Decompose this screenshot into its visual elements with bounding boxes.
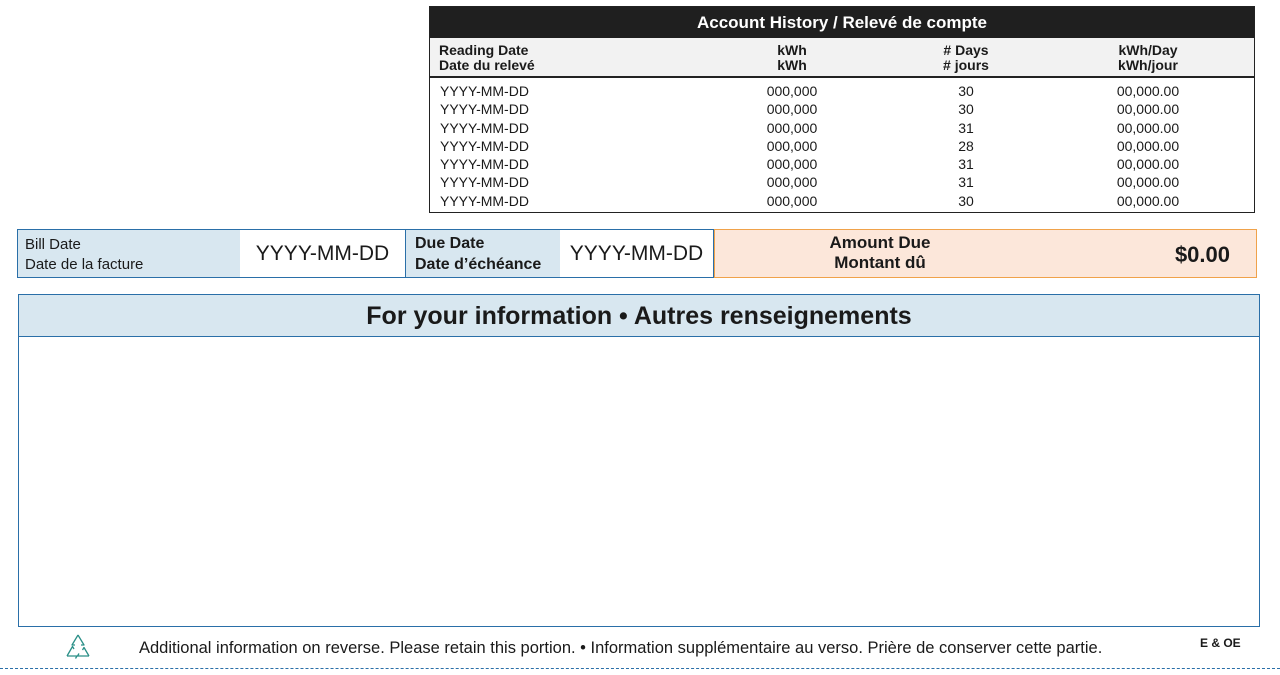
- bill-dates-bar: [17, 229, 714, 278]
- kwh-cell: 000,000: [766, 174, 818, 191]
- kwh-per-day-cell: 00,000.00: [1116, 156, 1180, 173]
- account-history-header: [430, 38, 1254, 78]
- kwh-cell: 000,000: [766, 101, 818, 118]
- due-date-label: Due Date Date d’échéance: [405, 230, 560, 277]
- col-header-reading-date: Reading Date Date du relevé: [439, 42, 535, 73]
- recycle-icon: [63, 632, 93, 662]
- reading-date-cell: YYYY-MM-DD: [440, 174, 529, 191]
- table-row: [430, 155, 1254, 173]
- amount-due-label: Amount Due Montant dû: [829, 233, 931, 272]
- bill-date-label: Bill Date Date de la facture: [18, 230, 240, 277]
- tear-line: [0, 668, 1280, 669]
- kwh-per-day-cell: 00,000.00: [1116, 137, 1180, 154]
- kwh-per-day-cell: 00,000.00: [1116, 174, 1180, 191]
- col-header-kwh: kWh kWh: [777, 42, 807, 73]
- account-history-rows: [430, 78, 1254, 210]
- amount-due-value: $0.00: [1174, 242, 1230, 267]
- account-history-table: [429, 6, 1255, 213]
- days-cell: 31: [958, 174, 974, 191]
- footer-note: Additional information on reverse. Please retain this portion. • Information supplémentaire au verso. Prière de conserver cette partie.: [139, 639, 1103, 657]
- reading-date-cell: YYYY-MM-DD: [440, 119, 529, 136]
- account-history-title: Account History / Relevé de compte: [430, 7, 1254, 38]
- reading-date-cell: YYYY-MM-DD: [440, 156, 529, 173]
- amount-due-panel: [714, 229, 1257, 278]
- days-cell: 30: [958, 101, 974, 118]
- col-header-kwh-per-day: kWh/Day kWh/jour: [1118, 42, 1178, 73]
- table-row: [430, 192, 1254, 210]
- kwh-cell: 000,000: [766, 83, 818, 99]
- table-row: [430, 82, 1254, 100]
- eoe-mark: E & OE: [1200, 636, 1241, 650]
- reading-date-cell: YYYY-MM-DD: [440, 192, 529, 209]
- kwh-cell: 000,000: [766, 192, 818, 209]
- days-cell: 31: [958, 156, 974, 173]
- kwh-per-day-cell: 00,000.00: [1116, 101, 1180, 118]
- due-date-value: YYYY-MM-DD: [560, 230, 713, 277]
- col-header-days: # Days # jours: [943, 42, 989, 73]
- reading-date-cell: YYYY-MM-DD: [440, 137, 529, 154]
- kwh-per-day-cell: 00,000.00: [1116, 83, 1180, 99]
- kwh-cell: 000,000: [766, 137, 818, 154]
- reading-date-cell: YYYY-MM-DD: [440, 83, 529, 99]
- kwh-per-day-cell: 00,000.00: [1116, 119, 1180, 136]
- days-cell: 31: [958, 119, 974, 136]
- table-row: [430, 100, 1254, 118]
- kwh-per-day-cell: 00,000.00: [1116, 192, 1180, 209]
- info-body: [19, 337, 1259, 627]
- days-cell: 30: [958, 192, 974, 209]
- info-title: For your information • Autres renseignements: [19, 295, 1259, 337]
- days-cell: 30: [958, 83, 974, 99]
- table-row: [430, 173, 1254, 191]
- kwh-cell: 000,000: [766, 156, 818, 173]
- kwh-cell: 000,000: [766, 119, 818, 136]
- table-row: [430, 137, 1254, 155]
- days-cell: 28: [958, 137, 974, 154]
- table-row: [430, 119, 1254, 137]
- bill-date-value: YYYY-MM-DD: [240, 230, 405, 277]
- info-box: [18, 294, 1260, 627]
- reading-date-cell: YYYY-MM-DD: [440, 101, 529, 118]
